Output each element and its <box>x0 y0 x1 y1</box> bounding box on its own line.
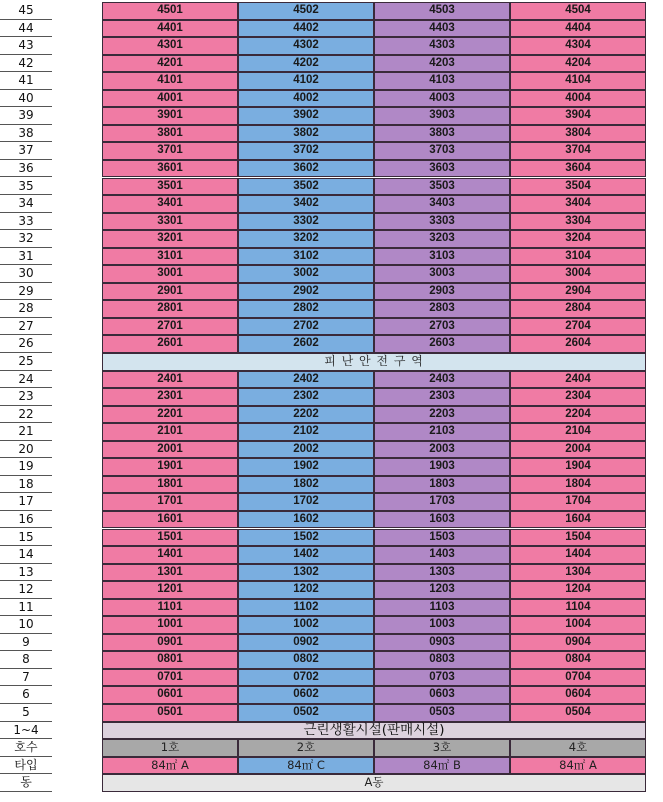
floor-label: 42 <box>0 55 52 73</box>
unit-cell[interactable]: 3603 <box>374 160 510 178</box>
floor-label: 동 <box>0 774 52 792</box>
unit-cell[interactable]: 0902 <box>238 634 374 652</box>
floor-label: 43 <box>0 37 52 55</box>
unit-cell[interactable]: 0501 <box>102 704 238 722</box>
unit-cell[interactable]: 4201 <box>102 55 238 73</box>
unit-cell[interactable]: 4004 <box>510 90 646 108</box>
floor-label: 29 <box>0 283 52 301</box>
unit-cell[interactable]: 2204 <box>510 406 646 424</box>
unit-cell[interactable]: 1203 <box>374 581 510 599</box>
unit-cell[interactable]: 1104 <box>510 599 646 617</box>
floor-label: 18 <box>0 476 52 494</box>
unit-cell[interactable]: 3202 <box>238 230 374 248</box>
unit-cell[interactable]: 0603 <box>374 686 510 704</box>
unit-cell[interactable]: 2904 <box>510 283 646 301</box>
unit-cell[interactable]: 4404 <box>510 20 646 38</box>
floor-label: 12 <box>0 581 52 599</box>
unit-cell[interactable]: 3304 <box>510 213 646 231</box>
building-label: A동 <box>102 774 646 792</box>
floor-label: 13 <box>0 564 52 582</box>
unit-cell[interactable]: 1601 <box>102 511 238 529</box>
unit-cell[interactable]: 1703 <box>374 493 510 511</box>
floor-label: 9 <box>0 634 52 652</box>
unit-cell[interactable]: 1304 <box>510 564 646 582</box>
unit-cell[interactable]: 3702 <box>238 142 374 160</box>
unit-cell[interactable]: 1004 <box>510 616 646 634</box>
unit-cell[interactable]: 3902 <box>238 107 374 125</box>
unit-cell[interactable]: 4501 <box>102 2 238 20</box>
unit-cell[interactable]: 3102 <box>238 248 374 266</box>
unit-cell[interactable]: 2102 <box>238 423 374 441</box>
unit-cell[interactable]: 0602 <box>238 686 374 704</box>
unit-cell[interactable]: 3502 <box>238 178 374 196</box>
floor-label: 40 <box>0 90 52 108</box>
unit-cell[interactable]: 2301 <box>102 388 238 406</box>
unit-cell[interactable]: 0903 <box>374 634 510 652</box>
unit-cell[interactable]: 4002 <box>238 90 374 108</box>
unit-cell[interactable]: 3904 <box>510 107 646 125</box>
unit-cell[interactable]: 2604 <box>510 335 646 353</box>
unit-cell[interactable]: 3802 <box>238 125 374 143</box>
unit-cell[interactable]: 1204 <box>510 581 646 599</box>
unit-cell[interactable]: 1002 <box>238 616 374 634</box>
unit-cell[interactable]: 1803 <box>374 476 510 494</box>
floor-label: 타입 <box>0 757 52 775</box>
unit-cell[interactable]: 4103 <box>374 72 510 90</box>
floor-label: 45 <box>0 2 52 20</box>
unit-cell[interactable]: 3002 <box>238 265 374 283</box>
unit-cell[interactable]: 4003 <box>374 90 510 108</box>
unit-cell[interactable]: 2203 <box>374 406 510 424</box>
unit-cell[interactable]: 3501 <box>102 178 238 196</box>
unit-cell[interactable]: 2802 <box>238 300 374 318</box>
unit-cell[interactable]: 1902 <box>238 458 374 476</box>
unit-cell[interactable]: 2402 <box>238 371 374 389</box>
floor-label: 39 <box>0 107 52 125</box>
unit-cell[interactable]: 0804 <box>510 651 646 669</box>
unit-cell[interactable]: 4402 <box>238 20 374 38</box>
unit-cell[interactable]: 2403 <box>374 371 510 389</box>
unit-cell[interactable]: 2002 <box>238 441 374 459</box>
unit-cell[interactable]: 4401 <box>102 20 238 38</box>
unit-cell[interactable]: 2702 <box>238 318 374 336</box>
unit-cell[interactable]: 1102 <box>238 599 374 617</box>
floor-label: 14 <box>0 546 52 564</box>
unit-cell[interactable]: 1201 <box>102 581 238 599</box>
unit-type-cell: 84㎡ B <box>374 757 510 775</box>
unit-cell[interactable]: 1202 <box>238 581 374 599</box>
unit-type-cell: 84㎡ A <box>510 757 646 775</box>
unit-cell[interactable]: 2801 <box>102 300 238 318</box>
unit-cell[interactable]: 3003 <box>374 265 510 283</box>
unit-cell[interactable]: 3703 <box>374 142 510 160</box>
unit-cell[interactable]: 2701 <box>102 318 238 336</box>
unit-cell[interactable]: 1903 <box>374 458 510 476</box>
unit-cell[interactable]: 1802 <box>238 476 374 494</box>
unit-cell[interactable]: 1604 <box>510 511 646 529</box>
unit-cell[interactable]: 0703 <box>374 669 510 687</box>
unit-cell[interactable]: 4102 <box>238 72 374 90</box>
unit-number-header: 2호 <box>238 739 374 757</box>
unit-cell[interactable]: 2404 <box>510 371 646 389</box>
floor-label: 5 <box>0 704 52 722</box>
unit-cell[interactable]: 0803 <box>374 651 510 669</box>
unit-cell[interactable]: 1503 <box>374 529 510 547</box>
unit-cell[interactable]: 1702 <box>238 493 374 511</box>
unit-cell[interactable]: 0502 <box>238 704 374 722</box>
floor-label: 28 <box>0 300 52 318</box>
floor-label: 19 <box>0 458 52 476</box>
unit-cell[interactable]: 1704 <box>510 493 646 511</box>
unit-cell[interactable]: 4403 <box>374 20 510 38</box>
unit-cell[interactable]: 4502 <box>238 2 374 20</box>
unit-cell[interactable]: 0702 <box>238 669 374 687</box>
unit-cell[interactable]: 3901 <box>102 107 238 125</box>
unit-cell[interactable]: 1804 <box>510 476 646 494</box>
floor-label: 1~4 <box>0 722 52 740</box>
unit-cell[interactable]: 4503 <box>374 2 510 20</box>
unit-cell[interactable]: 2003 <box>374 441 510 459</box>
unit-cell[interactable]: 3001 <box>102 265 238 283</box>
unit-cell[interactable]: 0701 <box>102 669 238 687</box>
unit-cell[interactable]: 3604 <box>510 160 646 178</box>
unit-cell[interactable]: 1403 <box>374 546 510 564</box>
floor-label: 44 <box>0 20 52 38</box>
unit-cell[interactable]: 3303 <box>374 213 510 231</box>
unit-cell[interactable]: 4304 <box>510 37 646 55</box>
unit-cell[interactable]: 2202 <box>238 406 374 424</box>
unit-cell[interactable]: 0504 <box>510 704 646 722</box>
unit-cell[interactable]: 2901 <box>102 283 238 301</box>
unit-cell[interactable]: 1602 <box>238 511 374 529</box>
floor-label: 36 <box>0 160 52 178</box>
unit-cell[interactable]: 0604 <box>510 686 646 704</box>
floor-label: 30 <box>0 265 52 283</box>
unit-cell[interactable]: 3402 <box>238 195 374 213</box>
unit-cell[interactable]: 2302 <box>238 388 374 406</box>
unit-cell[interactable]: 2602 <box>238 335 374 353</box>
floor-label: 41 <box>0 72 52 90</box>
floor-label: 15 <box>0 529 52 547</box>
unit-cell[interactable]: 1404 <box>510 546 646 564</box>
unit-cell[interactable]: 1701 <box>102 493 238 511</box>
unit-cell[interactable]: 2903 <box>374 283 510 301</box>
unit-cell[interactable]: 2104 <box>510 423 646 441</box>
unit-cell[interactable]: 2603 <box>374 335 510 353</box>
floor-label: 24 <box>0 371 52 389</box>
floor-label: 26 <box>0 335 52 353</box>
unit-cell[interactable]: 2101 <box>102 423 238 441</box>
unit-cell[interactable]: 1101 <box>102 599 238 617</box>
unit-cell[interactable]: 3704 <box>510 142 646 160</box>
unit-cell[interactable]: 4104 <box>510 72 646 90</box>
unit-cell[interactable]: 3503 <box>374 178 510 196</box>
unit-number-header: 3호 <box>374 739 510 757</box>
unit-cell[interactable]: 4301 <box>102 37 238 55</box>
floor-label: 34 <box>0 195 52 213</box>
unit-cell[interactable]: 1904 <box>510 458 646 476</box>
unit-cell[interactable]: 2704 <box>510 318 646 336</box>
floor-label: 31 <box>0 248 52 266</box>
floor-label: 37 <box>0 142 52 160</box>
unit-cell[interactable]: 4302 <box>238 37 374 55</box>
unit-cell[interactable]: 0904 <box>510 634 646 652</box>
unit-cell[interactable]: 3801 <box>102 125 238 143</box>
floor-label: 25 <box>0 353 52 371</box>
unit-cell[interactable]: 3602 <box>238 160 374 178</box>
unit-cell[interactable]: 1302 <box>238 564 374 582</box>
unit-cell[interactable]: 2804 <box>510 300 646 318</box>
unit-cell[interactable]: 3004 <box>510 265 646 283</box>
unit-cell[interactable]: 4204 <box>510 55 646 73</box>
unit-cell[interactable]: 0503 <box>374 704 510 722</box>
unit-cell[interactable]: 2201 <box>102 406 238 424</box>
unit-cell[interactable]: 1502 <box>238 529 374 547</box>
unit-cell[interactable]: 3203 <box>374 230 510 248</box>
unit-cell[interactable]: 2001 <box>102 441 238 459</box>
floor-label: 20 <box>0 441 52 459</box>
floor-label: 8 <box>0 651 52 669</box>
unit-cell[interactable]: 2303 <box>374 388 510 406</box>
unit-cell[interactable]: 1504 <box>510 529 646 547</box>
unit-cell[interactable]: 4203 <box>374 55 510 73</box>
unit-cell[interactable]: 2401 <box>102 371 238 389</box>
commercial-band: 근린생활시설(판매시설) <box>102 722 646 740</box>
floor-label: 7 <box>0 669 52 687</box>
unit-cell[interactable]: 3701 <box>102 142 238 160</box>
floor-label: 호수 <box>0 739 52 757</box>
unit-cell[interactable]: 0802 <box>238 651 374 669</box>
unit-cell[interactable]: 1003 <box>374 616 510 634</box>
unit-cell[interactable]: 4101 <box>102 72 238 90</box>
unit-cell[interactable]: 1501 <box>102 529 238 547</box>
unit-cell[interactable]: 3803 <box>374 125 510 143</box>
unit-cell[interactable]: 2703 <box>374 318 510 336</box>
unit-cell[interactable]: 3403 <box>374 195 510 213</box>
unit-cell[interactable]: 4303 <box>374 37 510 55</box>
floor-label: 23 <box>0 388 52 406</box>
unit-cell[interactable]: 1901 <box>102 458 238 476</box>
unit-cell[interactable]: 2004 <box>510 441 646 459</box>
floor-label: 35 <box>0 178 52 196</box>
unit-cell[interactable]: 2902 <box>238 283 374 301</box>
unit-cell[interactable]: 3504 <box>510 178 646 196</box>
unit-type-cell: 84㎡ A <box>102 757 238 775</box>
unit-cell[interactable]: 0901 <box>102 634 238 652</box>
unit-cell[interactable]: 1001 <box>102 616 238 634</box>
unit-cell[interactable]: 2601 <box>102 335 238 353</box>
unit-cell[interactable]: 3302 <box>238 213 374 231</box>
unit-cell[interactable]: 1801 <box>102 476 238 494</box>
floor-label: 38 <box>0 125 52 143</box>
unit-cell[interactable]: 3601 <box>102 160 238 178</box>
floor-label: 17 <box>0 493 52 511</box>
unit-cell[interactable]: 2304 <box>510 388 646 406</box>
unit-cell[interactable]: 4202 <box>238 55 374 73</box>
unit-number-header: 1호 <box>102 739 238 757</box>
unit-cell[interactable]: 4504 <box>510 2 646 20</box>
refuge-zone-band: 피 난 안 전 구 역 <box>102 353 646 371</box>
floor-label: 27 <box>0 318 52 336</box>
unit-cell[interactable]: 3104 <box>510 248 646 266</box>
unit-type-cell: 84㎡ C <box>238 757 374 775</box>
floor-label: 21 <box>0 423 52 441</box>
unit-cell[interactable]: 3201 <box>102 230 238 248</box>
unit-cell[interactable]: 1303 <box>374 564 510 582</box>
unit-cell[interactable]: 3103 <box>374 248 510 266</box>
floor-label: 11 <box>0 599 52 617</box>
unit-cell[interactable]: 1603 <box>374 511 510 529</box>
unit-cell[interactable]: 1301 <box>102 564 238 582</box>
unit-cell[interactable]: 2103 <box>374 423 510 441</box>
unit-cell[interactable]: 1401 <box>102 546 238 564</box>
unit-cell[interactable]: 1103 <box>374 599 510 617</box>
unit-cell[interactable]: 3404 <box>510 195 646 213</box>
unit-cell[interactable]: 3804 <box>510 125 646 143</box>
unit-cell[interactable]: 1402 <box>238 546 374 564</box>
unit-cell[interactable]: 3903 <box>374 107 510 125</box>
unit-number-header: 4호 <box>510 739 646 757</box>
unit-cell[interactable]: 3101 <box>102 248 238 266</box>
unit-cell[interactable]: 2803 <box>374 300 510 318</box>
floor-label: 6 <box>0 686 52 704</box>
unit-cell[interactable]: 0601 <box>102 686 238 704</box>
unit-cell[interactable]: 3204 <box>510 230 646 248</box>
floor-label: 10 <box>0 616 52 634</box>
floor-label: 16 <box>0 511 52 529</box>
unit-cell[interactable]: 0801 <box>102 651 238 669</box>
unit-cell[interactable]: 0704 <box>510 669 646 687</box>
floor-label: 33 <box>0 213 52 231</box>
unit-cell[interactable]: 3401 <box>102 195 238 213</box>
floor-label: 22 <box>0 406 52 424</box>
unit-cell[interactable]: 4001 <box>102 90 238 108</box>
unit-cell[interactable]: 3301 <box>102 213 238 231</box>
floor-label: 32 <box>0 230 52 248</box>
